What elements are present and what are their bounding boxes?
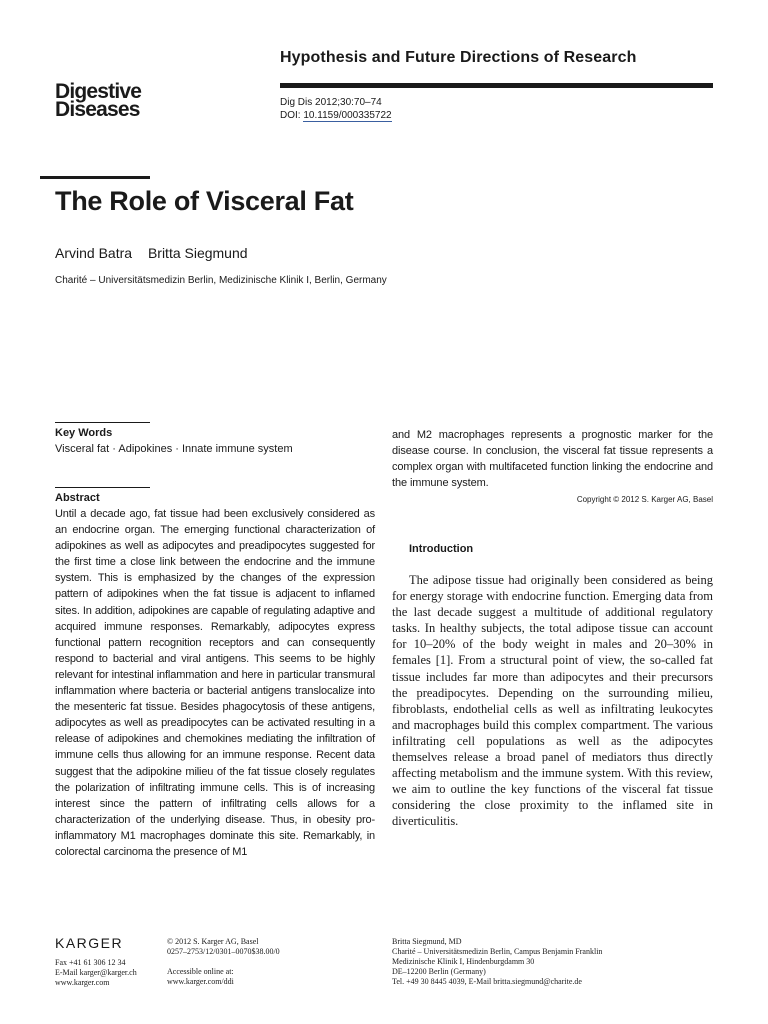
abstract-heading: Abstract xyxy=(55,492,100,504)
publisher-logo: KARGER xyxy=(55,935,124,951)
journal-logo-line2: Diseases xyxy=(55,98,140,121)
introduction-text: The adipose tissue had originally been considered as being for energy storage with endocrine function. Emerging data from the last decade suggest a multitude of additional regulatory tasks. In healthy subjects, the total adipose tissue can account for 10–20% of the body weight in males and 20–30% in females [1]. From a structural point of view, the so-called fat tissue includes far more than adipocytes and their precursors the preadipocytes. Depending on the surrounding milieu, fibroblasts, endothelial cells as well as infiltrating leukocytes and macrophages build this complex compartment. The various infiltrating cell populations as well as the adipocytes themselves release a broad panel of mediators thus directly affecting metabolism and the immune system. With this review, we aim to outline the key functions of the visceral fat tissue considering the close proximity to the inflamed site in diverticulitis. xyxy=(392,573,713,829)
corr-name: Britta Siegmund, MD xyxy=(392,937,462,946)
access-url[interactable]: www.karger.com/ddi xyxy=(167,977,234,986)
access-label: Accessible online at: xyxy=(167,967,234,976)
section-heading: Hypothesis and Future Directions of Research xyxy=(280,49,637,66)
author-name: Britta Siegmund xyxy=(147,245,248,261)
footer-copyright-line: © 2012 S. Karger AG, Basel xyxy=(167,937,259,946)
citation: Dig Dis 2012;30:70–74 xyxy=(280,97,382,108)
doi-link[interactable]: 10.1159/000335722 xyxy=(303,110,392,121)
abstract-copyright: Copyright © 2012 S. Karger AG, Basel xyxy=(576,495,713,504)
journal-logo-line1: Digestive xyxy=(55,80,142,103)
header-rule xyxy=(280,83,713,88)
citation-block xyxy=(280,96,392,122)
corr-line: DE–12200 Berlin (Germany) xyxy=(392,967,486,976)
corr-line: Medizinische Klinik I, Hindenburgdamm 30 xyxy=(392,957,535,966)
author-name: Arvind Batra xyxy=(55,245,133,261)
publisher-email[interactable]: E-Mail karger@karger.ch xyxy=(55,968,137,977)
affiliation: Charité – Universitätsmedizin Berlin, Medizinische Klinik I, Berlin, Germany xyxy=(55,275,387,286)
keywords-heading: Key Words xyxy=(55,427,113,439)
footer-copyright xyxy=(167,937,280,957)
publisher-contact xyxy=(55,958,137,988)
keywords-rule xyxy=(55,422,150,423)
abstract-continuation: and M2 macrophages represents a prognostic marker for the disease course. In conclusion, the visceral fat tissue represents a complex organ with multifaceted function linking the endocrine and the immune system. xyxy=(392,429,713,489)
doi-label: DOI: xyxy=(280,110,304,121)
article-title: The Role of Visceral Fat xyxy=(55,186,354,216)
title-rule xyxy=(40,176,150,179)
abstract-text: Until a decade ago, fat tissue had been exclusively considered as an endocrine organ. The emerging functional characterization of adipokines as well as adipocytes and preadipocytes suggested for the first time a close link between the endocrine and the immune system. This is emphasized by the changes of the expression pattern of adipokines when the fat tissue is adjacent to inflamed sites. In addition, adipokines are capable of regulating adaptive and acquired immune responses. Remarkably, adipocytes express functional pattern recognition receptors and can consequently respond to bacterial and viral antigens. This seems to be highly relevant for intestinal inflammation and here in particular transmural inflammation where bacteria or bacterial antigens translocalize into the mesenteric fat tissue. Besides phagocytosis of these antigens, adipocytes as well as preadipocytes can be activated resulting in a release of adipokines and chemokines mediating the infiltration of immune cells thus allowing for an immune response. Recent data suggest that the adipokine milieu of the fat tissue closely regulates the polarization of infiltrating immune cells. This is of increasing interest since the pattern of infiltrating cells allows for a characterization of the underlying disease. Thus, in obesity pro-inflammatory M1 macrophages dominate this site. Remarkably, in colorectal carcinoma the presence of M1 xyxy=(55,508,375,858)
footer-access xyxy=(167,967,234,987)
doi-line xyxy=(280,109,392,122)
corr-line: Charité – Universitätsmedizin Berlin, Campus Benjamin Franklin xyxy=(392,947,603,956)
correspondence-address xyxy=(392,937,602,987)
publisher-web[interactable]: www.karger.com xyxy=(55,978,110,987)
corr-contact: Tel. +49 30 8445 4039, E-Mail britta.siegmund@charite.de xyxy=(392,977,582,986)
keywords-text: Visceral fat · Adipokines · Innate immune system xyxy=(55,443,293,455)
introduction-heading: Introduction xyxy=(409,543,474,555)
footer-issn: 0257–2753/12/0301–0070$38.00/0 xyxy=(167,947,280,956)
author-list xyxy=(55,245,260,261)
journal-logo xyxy=(55,80,142,121)
abstract-rule xyxy=(55,487,150,488)
publisher-fax: Fax +41 61 306 12 34 xyxy=(55,958,126,967)
